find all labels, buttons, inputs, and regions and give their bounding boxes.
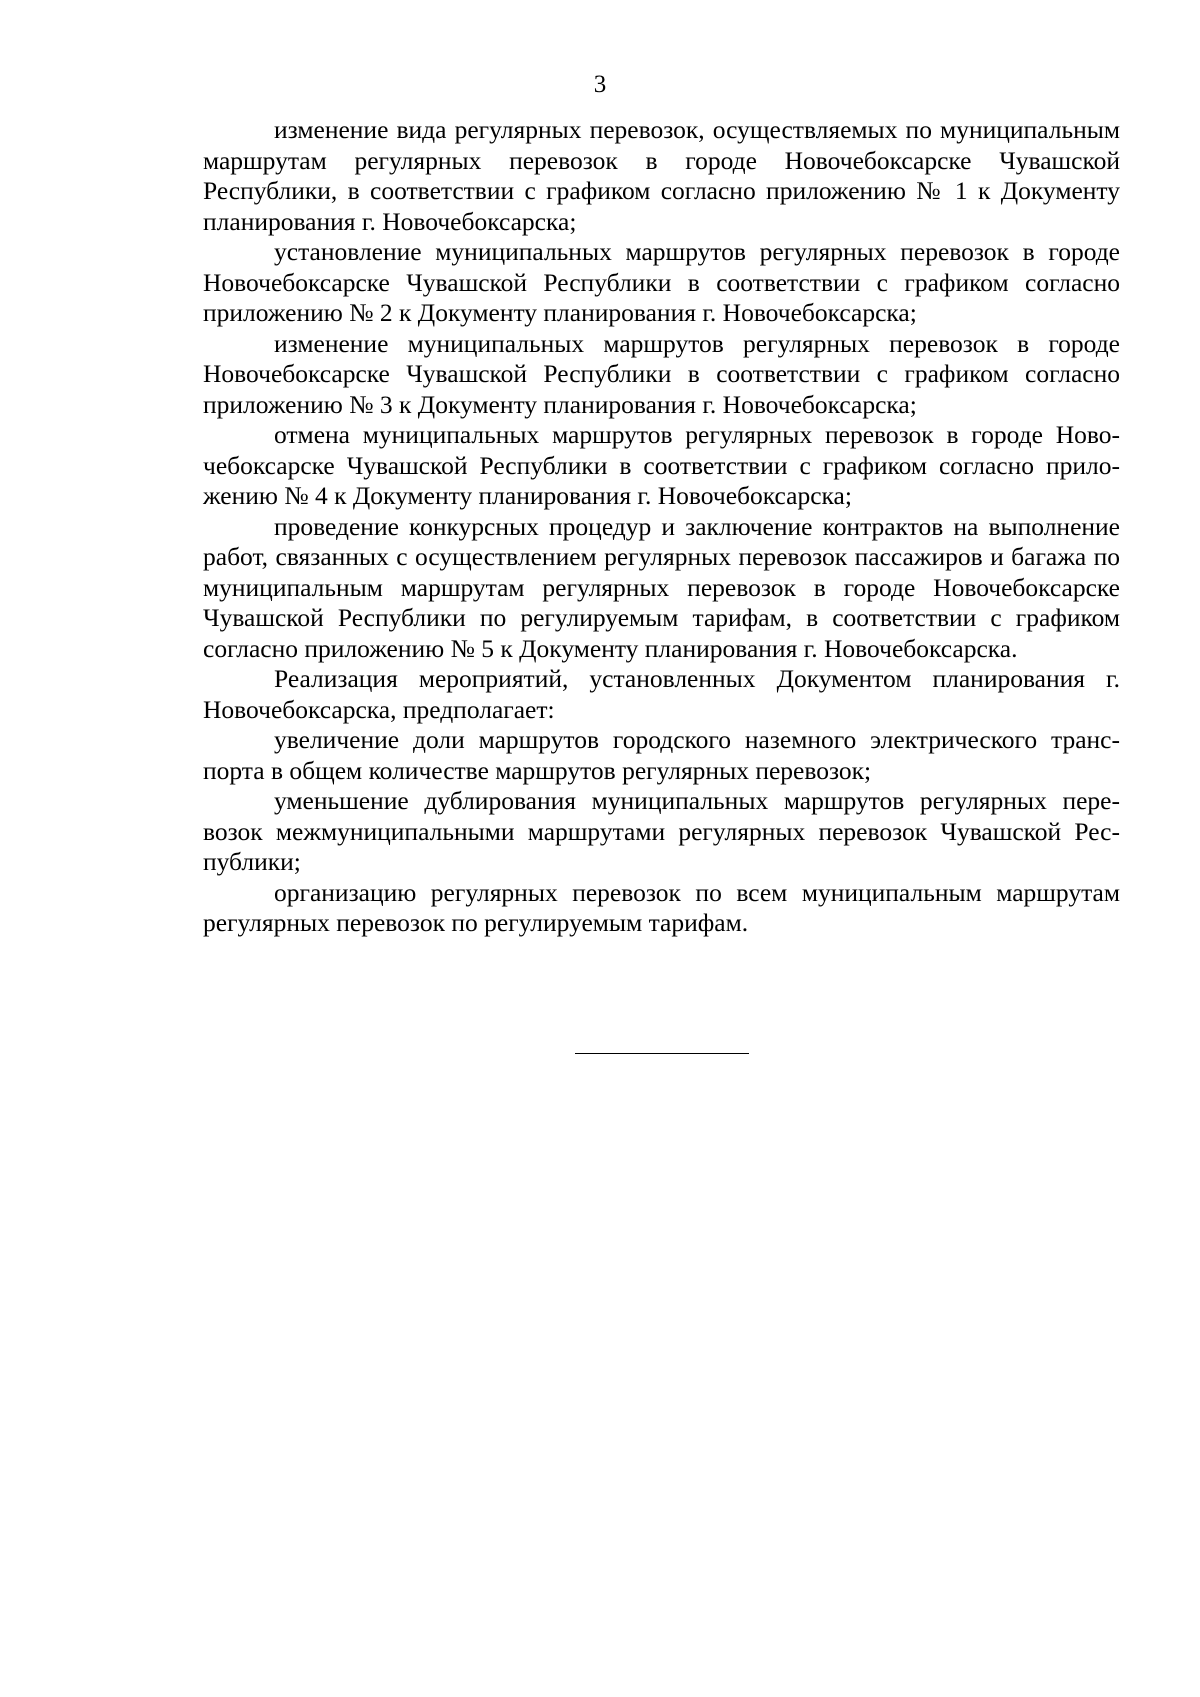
paragraph-regulated-tariffs: организацию регулярных перевозок по всем муниципальным маршрутам регулярных перевозок по регулируемым тарифам.	[203, 877, 1120, 937]
paragraph-cancel-routes: отмена муниципальных маршрутов регулярных перевозок в городе Новочебоксарске Чувашской Республики в соответствии с графиком согласно приложению № 4 к Документу планирования г. Новочебоксарска;	[203, 420, 1120, 510]
paragraph-electric-transport-share: увеличение доли маршрутов городского наземного электрического транспорта в общем количестве маршрутов регулярных перевозок;	[203, 725, 1120, 785]
paragraph-change-transport-type: изменение вида регулярных перевозок, осуществляемых по муниципальным маршрутам регулярных перевозок в городе Новочебоксарске Чувашской Республики, в соответствии с графиком согласно приложению № 1 к Документу планирования г. Новочебоксарска;	[203, 115, 1120, 236]
closing-separator-line	[575, 1053, 749, 1054]
page-number: 3	[593, 71, 607, 98]
document-body	[203, 115, 1120, 939]
paragraph-reduce-duplication: уменьшение дублирования муниципальных маршрутов регулярных перевозок межмуниципальными маршрутами регулярных перевозок Чувашской Республики;	[203, 786, 1120, 876]
paragraph-competitive-procedures: проведение конкурсных процедур и заключение контрактов на выполнение работ, связанных с осуществлением регулярных перевозок пассажиров и багажа по муниципальным маршрутам регулярных перевозок в городе Новочебоксарске Чувашской Республики по регулируемым тарифам, в соответствии с графиком согласно приложению № 5 к Документу планирования г. Новочебоксарска.	[203, 511, 1120, 663]
paragraph-implementation-intro: Реализация мероприятий, установленных Документом планирования г. Новочебоксарска, предполагает:	[203, 664, 1120, 724]
paragraph-change-routes: изменение муниципальных маршрутов регулярных перевозок в городе Новочебоксарске Чувашской Республики в соответствии с графиком согласно приложению № 3 к Документу планирования г. Новочебоксарска;	[203, 328, 1120, 419]
paragraph-establish-routes: установление муниципальных маршрутов регулярных перевозок в городе Новочебоксарске Чувашской Республики в соответствии с графиком согласно приложению № 2 к Документу планирования г. Новочебоксарска;	[203, 237, 1120, 327]
